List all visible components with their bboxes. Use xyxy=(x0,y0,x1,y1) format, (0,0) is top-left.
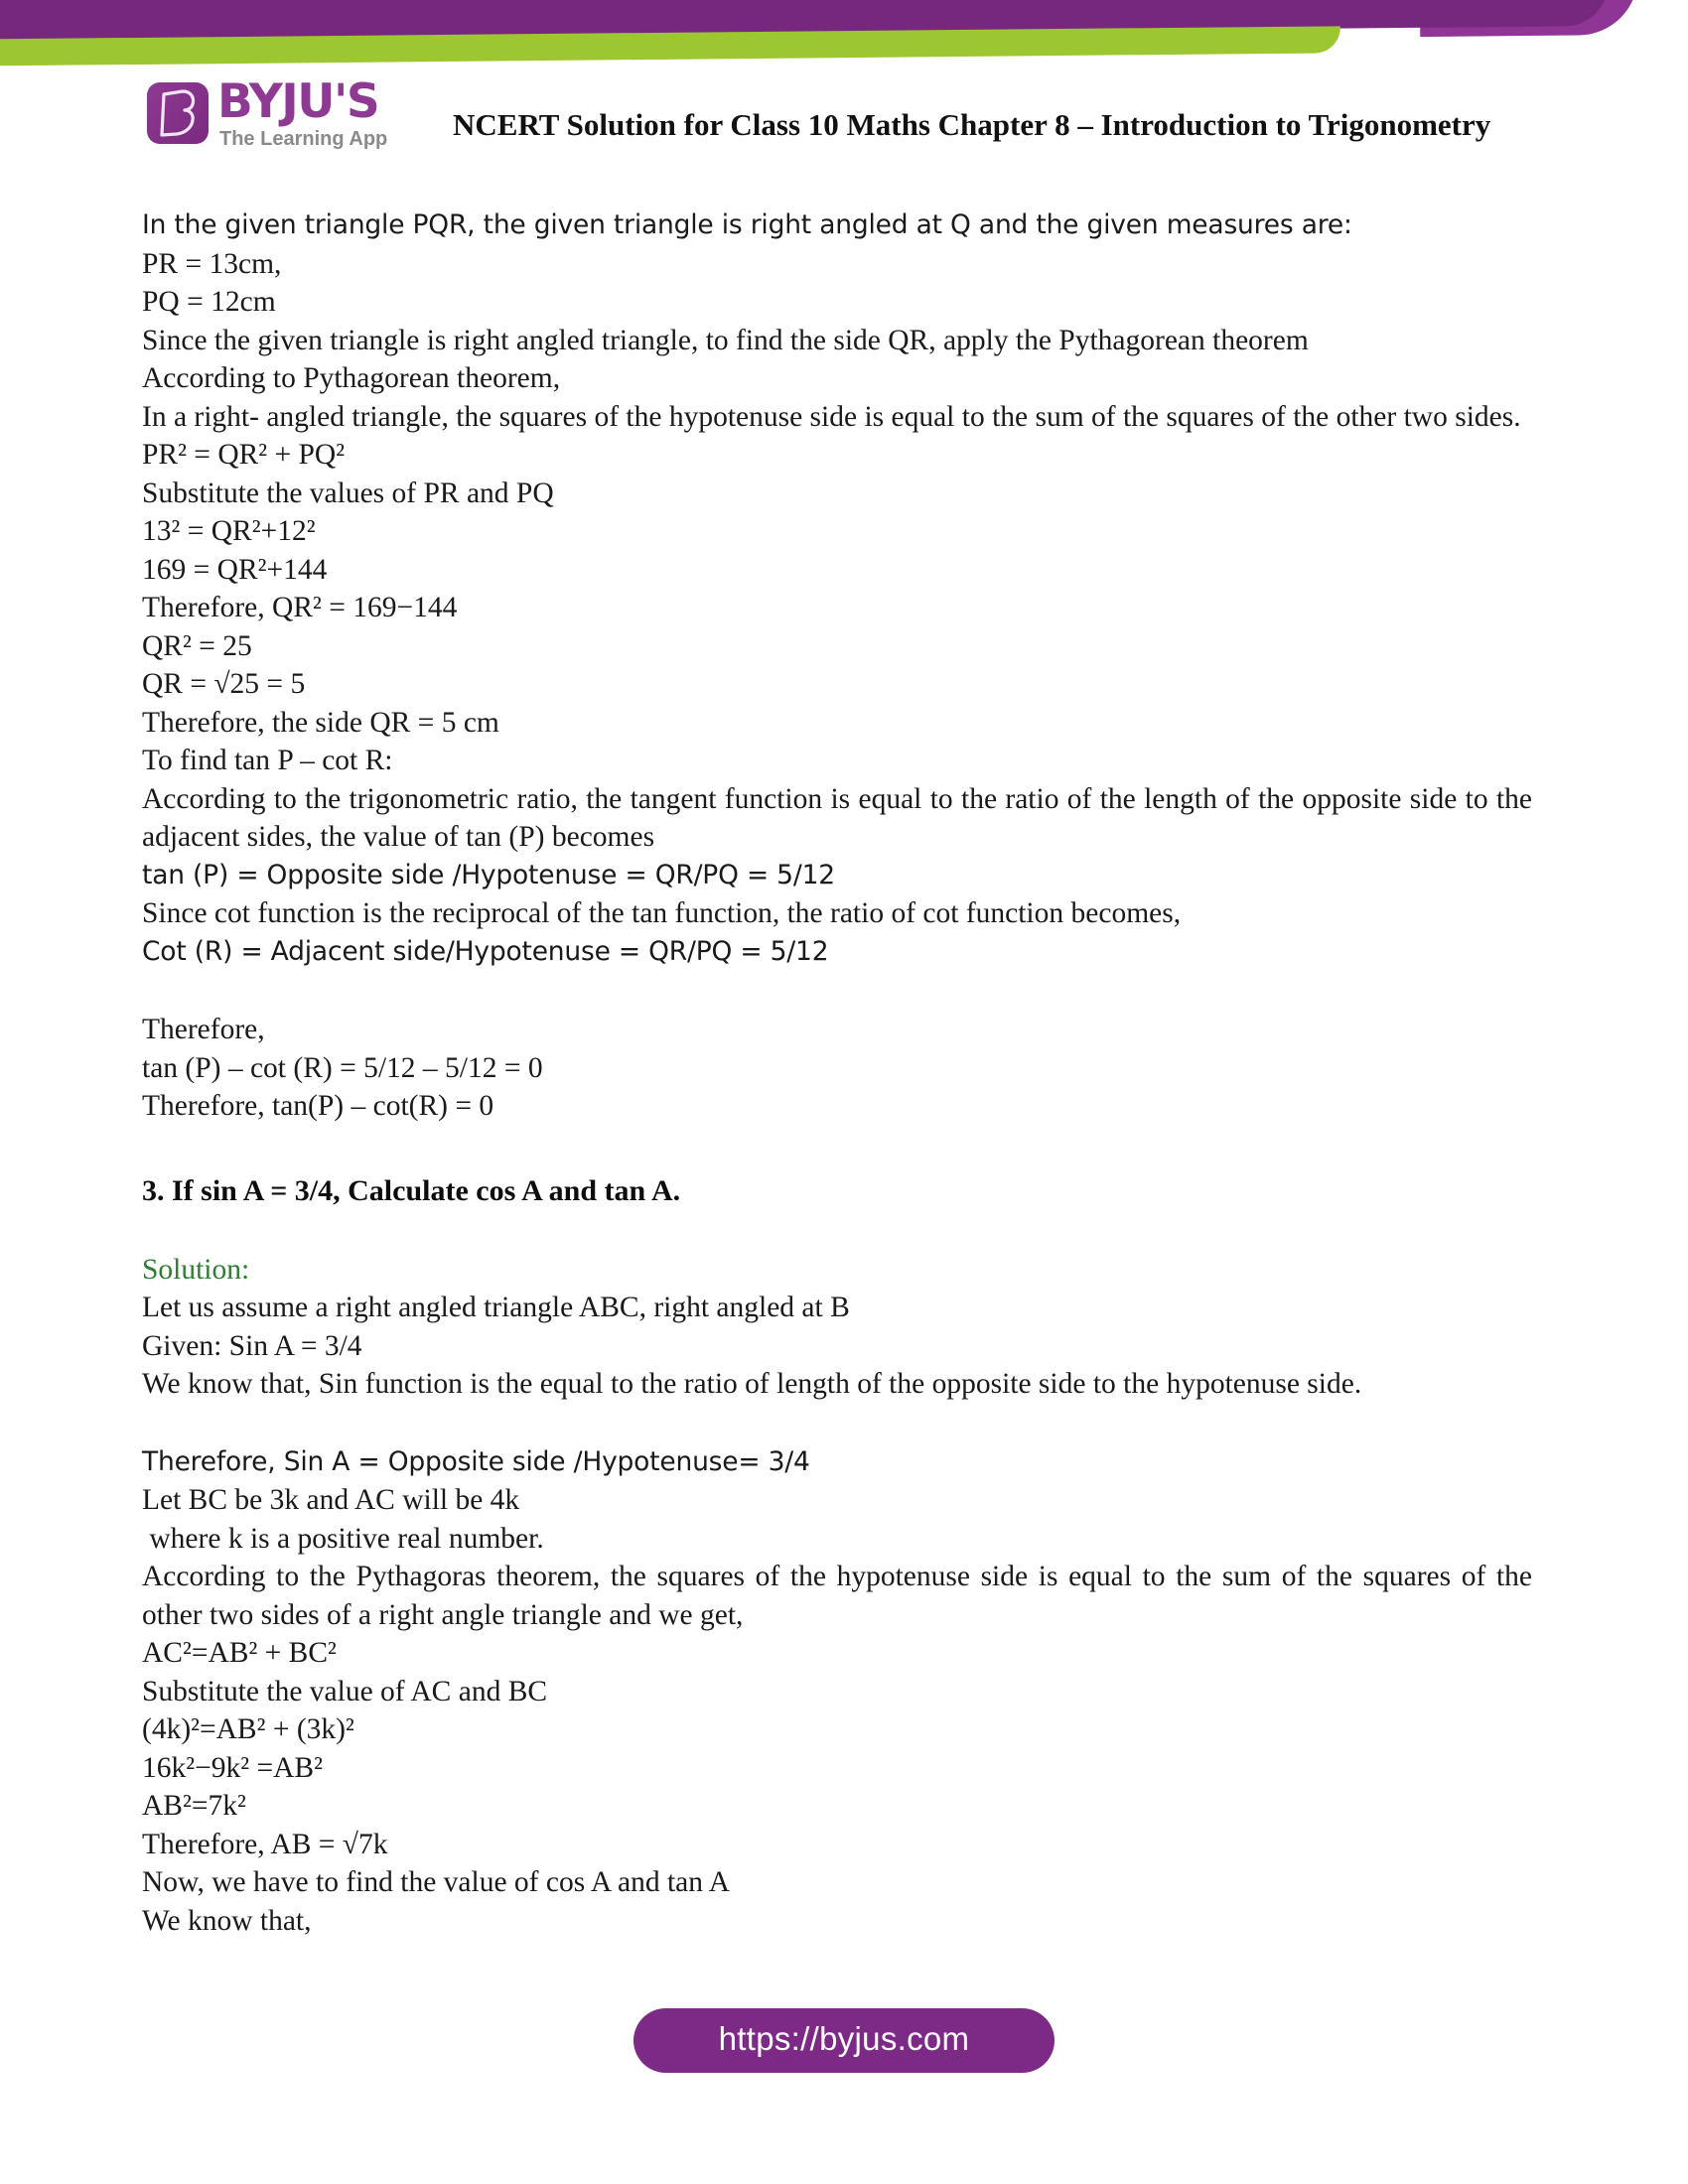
pythagorean-apply-line: Since the given triangle is right angled triangle, to find the side QR, apply the Pythagorean theorem xyxy=(142,324,1309,356)
spacer xyxy=(142,1211,1542,1251)
solution-label: Solution: xyxy=(142,1253,250,1286)
cot-r-equation-line: Cot (R) = Adjacent side/Hypotenuse = QR/PQ = 5/12 xyxy=(142,935,829,967)
substitute-pr-pq-line: Substitute the values of PR and PQ xyxy=(142,477,554,509)
spacer xyxy=(142,971,1542,1011)
tan-p-equation-line: tan (P) = Opposite side /Hypotenuse = QR/PQ = 5/12 xyxy=(142,859,835,890)
pythagoras-statement-paragraph: In a right- angled triangle, the squares of the hypotenuse side is equal to the sum of the squares of the other two sides. xyxy=(142,400,1521,433)
now-find-cos-tan-line: Now, we have to find the value of cos A and tan A xyxy=(142,1866,731,1898)
equation-qr-root-25: QR = √25 = 5 xyxy=(142,668,306,700)
equation-qr-squared-25: QR² = 25 xyxy=(142,629,252,662)
pq-measure-line: PQ = 12cm xyxy=(142,286,276,318)
document-body xyxy=(142,206,1542,1940)
therefore-line: Therefore, xyxy=(142,1014,265,1045)
intro-line: In the given triangle PQR, the given triangle is right angled at Q and the given measures are: xyxy=(142,209,1352,240)
tangent-ratio-paragraph: According to the trigonometric ratio, the tangent function is equal to the ratio of the length of the opposite side to the adjacent sides, the value of tan (P) becomes xyxy=(142,782,1532,853)
substitute-ac-bc-line: Substitute the value of AC and BC xyxy=(142,1675,548,1707)
decorative-header-bars xyxy=(0,0,1688,69)
spacer xyxy=(142,1126,1542,1171)
question-3-heading: 3. If sin A = 3/4, Calculate cos A and tan A. xyxy=(142,1173,681,1207)
given-sin-a-line: Given: Sin A = 3/4 xyxy=(142,1329,362,1362)
equation-ac-squared: AC²=AB² + BC² xyxy=(142,1637,337,1669)
equation-169: 169 = QR²+144 xyxy=(142,553,328,586)
equation-13-squared: 13² = QR²+12² xyxy=(142,515,316,547)
final-result-line: Therefore, tan(P) – cot(R) = 0 xyxy=(142,1090,494,1122)
byjus-url-button[interactable]: https://byjus.com xyxy=(633,2008,1055,2073)
logo-text xyxy=(217,74,388,151)
where-k-positive-line: where k is a positive real number. xyxy=(142,1522,544,1555)
pythagoras-theorem-paragraph-2: According to the Pythagoras theorem, the squares of the hypotenuse side is equal to the sum of the squares of the other two sides of a right angle triangle and we get, xyxy=(142,1561,1532,1631)
equation-therefore-qr-squared: Therefore, QR² = 169−144 xyxy=(142,592,458,623)
pr-measure-line: PR = 13cm, xyxy=(142,247,282,280)
we-know-that-line: We know that, xyxy=(142,1904,312,1937)
byjus-logo xyxy=(147,74,445,166)
tan-minus-cot-line: tan (P) – cot (R) = 5/12 – 5/12 = 0 xyxy=(142,1051,543,1084)
cot-reciprocal-line: Since cot function is the reciprocal of the tan function, the ratio of cot function becomes, xyxy=(142,897,1182,929)
logo-wordmark: BYJU'S xyxy=(217,74,379,129)
side-qr-result-line: Therefore, the side QR = 5 cm xyxy=(142,706,499,739)
logo-tagline: The Learning App xyxy=(219,128,388,151)
therefore-ab-root-7k-line: Therefore, AB = √7k xyxy=(142,1828,388,1860)
according-pythagorean-line: According to Pythagorean theorem, xyxy=(142,362,561,394)
page-footer xyxy=(0,2008,1688,2073)
therefore-sin-a-line: Therefore, Sin A = Opposite side /Hypotenuse= 3/4 xyxy=(142,1445,810,1477)
assume-triangle-line: Let us assume a right angled triangle ABC, right angled at B xyxy=(142,1292,850,1323)
sin-function-definition-line: We know that, Sin function is the equal to the ratio of length of the opposite side to the hypotenuse side. xyxy=(142,1368,1362,1400)
page-header xyxy=(147,74,1557,169)
equation-4k-squared: (4k)²=AB² + (3k)² xyxy=(142,1713,354,1745)
to-find-tan-cot-line: To find tan P – cot R: xyxy=(142,745,393,776)
b-monogram-icon xyxy=(156,89,200,137)
equation-16k-minus-9k: 16k²−9k² =AB² xyxy=(142,1751,323,1784)
spacer xyxy=(142,1404,1542,1443)
equation-ab-squared-7k: AB²=7k² xyxy=(142,1790,246,1822)
page-title: NCERT Solution for Class 10 Maths Chapter 8 – Introduction to Trigonometry xyxy=(453,107,1491,142)
byjus-logo-mark-icon xyxy=(147,82,209,144)
equation-pr-squared: PR² = QR² + PQ² xyxy=(142,439,346,471)
let-bc-3k-line: Let BC be 3k and AC will be 4k xyxy=(142,1484,520,1516)
